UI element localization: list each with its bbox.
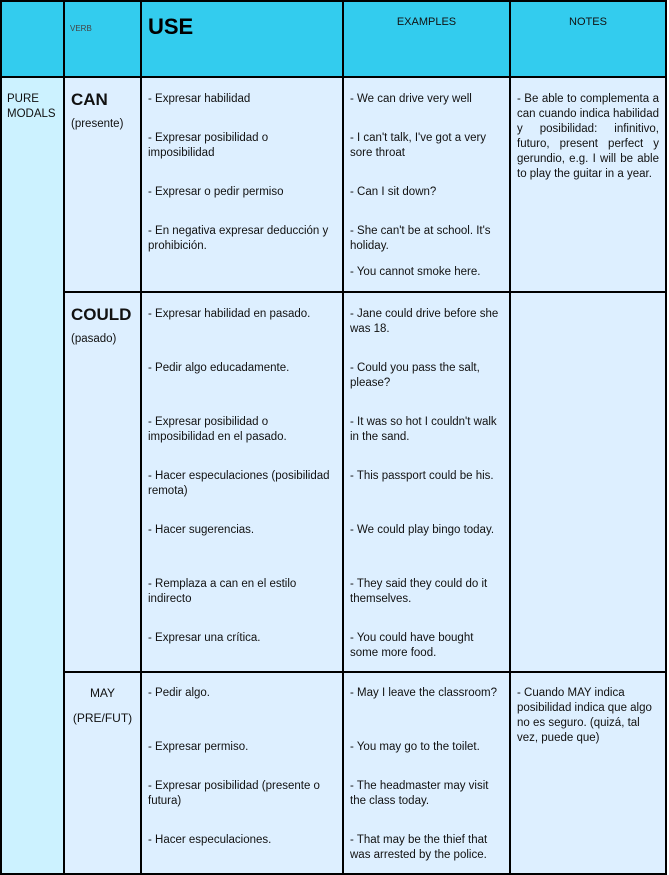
may-tense: (PRE/FUT): [72, 711, 133, 725]
may-example: - That may be the thief that was arrested by the police.: [350, 834, 488, 861]
may-example: - You may go to the toilet.: [350, 741, 480, 753]
can-example: - She can't be at school. It's holiday.: [350, 225, 491, 252]
can-example: - We can drive very well: [350, 93, 472, 105]
could-verb: COULD: [71, 305, 132, 324]
can-notes-cell: [511, 78, 667, 293]
can-note: - Be able to complementa a can cuando indica habilidad y posibilidad: infinitivo, futuro, present perfect y gerundio, e.g. I will be able to play the guitar in a year.: [517, 93, 659, 180]
may-example: - May I leave the classroom?: [350, 687, 498, 699]
could-example: - Could you pass the salt, please?: [350, 362, 480, 389]
may-verb-cell: [65, 673, 142, 875]
may-use: - Hacer especulaciones.: [148, 834, 272, 846]
can-tense: (presente): [71, 118, 124, 130]
can-verb-cell: [65, 78, 142, 293]
could-example: - We could play bingo today.: [350, 524, 495, 536]
header-examples: EXAMPLES: [344, 2, 511, 78]
may-notes-cell: [511, 673, 667, 875]
can-row: [2, 78, 667, 293]
could-examples-cell: [344, 293, 511, 673]
can-verb: CAN: [71, 90, 108, 109]
can-example: - You cannot smoke here.: [350, 266, 481, 278]
can-use: - En negativa expresar deducción y prohibición.: [148, 225, 329, 252]
header-verb: VERB: [65, 2, 142, 78]
may-row: [2, 673, 667, 875]
could-example: - It was so hot I couldn't walk in the sand.: [350, 416, 497, 443]
could-verb-cell: [65, 293, 142, 673]
could-use: - Hacer sugerencias.: [148, 524, 255, 536]
can-uses-cell: [142, 78, 344, 293]
could-notes-cell: [511, 293, 667, 673]
can-example: - I can't talk, I've got a very sore throat: [350, 132, 487, 159]
pure-modals-label: PURE MODALS: [7, 93, 56, 120]
could-use: - Hacer especulaciones (posibilidad remota): [148, 470, 330, 497]
may-use: - Pedir algo.: [148, 687, 211, 699]
could-example: - You could have bought some more food.: [350, 632, 474, 659]
could-example: - This passport could be his.: [350, 470, 494, 482]
can-examples-cell: [344, 78, 511, 293]
can-example: - Can I sit down?: [350, 186, 437, 198]
may-example: - The headmaster may visit the class today.: [350, 780, 489, 807]
pure-modals-cell: [2, 78, 65, 875]
header-blank-cell: [2, 2, 65, 78]
can-use: - Expresar habilidad: [148, 93, 251, 105]
could-use: - Expresar posibilidad o imposibilidad en el pasado.: [148, 416, 287, 443]
could-row: [2, 293, 667, 673]
could-tense: (pasado): [71, 333, 117, 345]
could-uses-cell: [142, 293, 344, 673]
could-use: - Remplaza a can en el estilo indirecto: [148, 578, 297, 605]
could-use: - Expresar una crítica.: [148, 632, 261, 644]
header-use: USE: [142, 2, 344, 78]
can-use: - Expresar posibilidad o imposibilidad: [148, 132, 269, 159]
may-examples-cell: [344, 673, 511, 875]
may-note: - Cuando MAY indica posibilidad indica que algo no es seguro. (quizá, tal vez, puede que): [517, 687, 652, 744]
can-use: - Expresar o pedir permiso: [148, 186, 284, 198]
could-example: - Jane could drive before she was 18.: [350, 308, 499, 335]
could-use: - Pedir algo educadamente.: [148, 362, 290, 374]
may-use: - Expresar permiso.: [148, 741, 249, 753]
header-notes: NOTES: [511, 2, 667, 78]
may-use: - Expresar posibilidad (presente o futura): [148, 780, 320, 807]
could-use: - Expresar habilidad en pasado.: [148, 308, 311, 320]
header-row: [2, 2, 667, 78]
may-uses-cell: [142, 673, 344, 875]
may-verb: MAY: [89, 686, 116, 700]
could-example: - They said they could do it themselves.: [350, 578, 488, 605]
